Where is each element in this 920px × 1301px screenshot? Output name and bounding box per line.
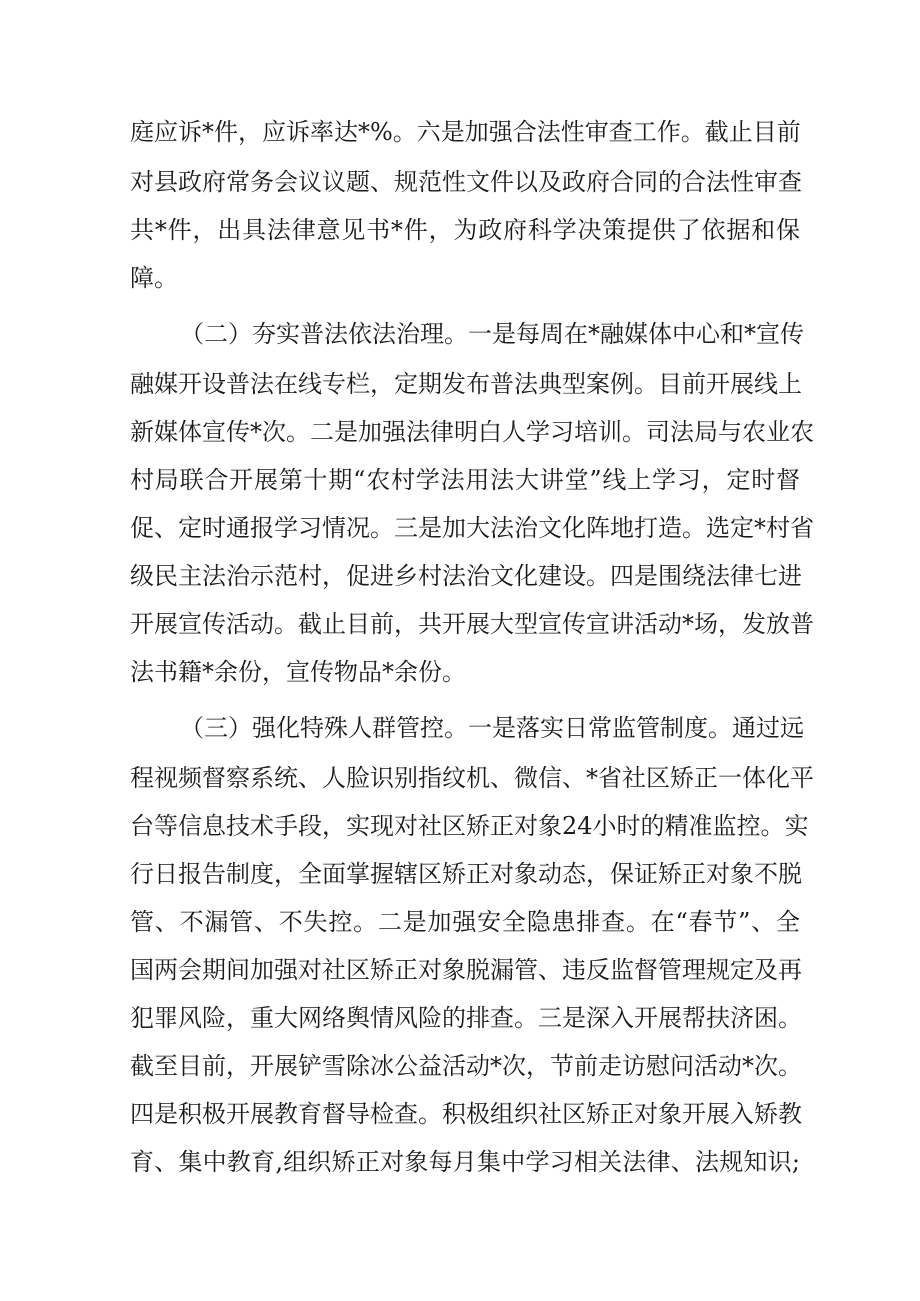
text-line: 管、不漏管、不失控。二是加强安全隐患排查。在“春节”、全 xyxy=(130,908,800,936)
text-line: 村局联合开展第十期“农村学法用法大讲堂”线上学习，定时督 xyxy=(130,466,800,494)
text-line: （三）强化特殊人群管控。一是落实日常监管制度。通过远 xyxy=(180,714,804,742)
text-line: 国两会期间加强对社区矫正对象脱漏管、违反监督管理规定及再 xyxy=(130,956,802,984)
text-line: 促、定时通报学习情况。三是加大法治文化阵地打造。选定*村省 xyxy=(130,514,814,542)
text-line: 级民主法治示范村，促进乡村法治文化建设。四是围绕法律七进 xyxy=(130,562,802,590)
text-line: 四是积极开展教育督导检查。积极组织社区矫正对象开展入矫教 xyxy=(130,1100,802,1128)
text-line: 对县政府常务会议议题、规范性文件以及政府合同的合法性审查 xyxy=(130,168,802,196)
text-line: 融媒开设普法在线专栏，定期发布普法典型案例。目前开展线上 xyxy=(130,370,802,398)
text-line: 共*件，出具法律意见书*件，为政府科学决策提供了依据和保 xyxy=(130,216,800,244)
text-line: 程视频督察系统、人脸识别指纹机、微信、*省社区矫正一体化平 xyxy=(130,764,814,792)
text-line: 台等信息技术手段，实现对社区矫正对象24小时的精准监控。实 xyxy=(130,812,809,840)
text-line: 育、集中教育,组织矫正对象每月集中学习相关法律、法规知识; xyxy=(130,1148,800,1176)
text-line: 障。 xyxy=(130,264,178,292)
text-line: （二）夯实普法依法治理。一是每周在*融媒体中心和*宣传 xyxy=(180,320,804,348)
text-line: 截至目前，开展铲雪除冰公益活动*次，节前走访慰问活动*次。 xyxy=(130,1052,802,1080)
text-line: 法书籍*余份，宣传物品*余份。 xyxy=(130,658,466,686)
text-line: 犯罪风险，重大网络舆情风险的排查。三是深入开展帮扶济困。 xyxy=(130,1004,802,1032)
text-line: 新媒体宣传*次。二是加强法律明白人学习培训。司法局与农业农 xyxy=(130,418,814,446)
text-line: 开展宣传活动。截止目前，共开展大型宣传宣讲活动*场，发放普 xyxy=(130,610,814,638)
text-line: 行日报告制度，全面掌握辖区矫正对象动态，保证矫正对象不脱 xyxy=(130,860,802,888)
text-line: 庭应诉*件，应诉率达*%。六是加强合法性审查工作。截止目前 xyxy=(130,118,801,146)
